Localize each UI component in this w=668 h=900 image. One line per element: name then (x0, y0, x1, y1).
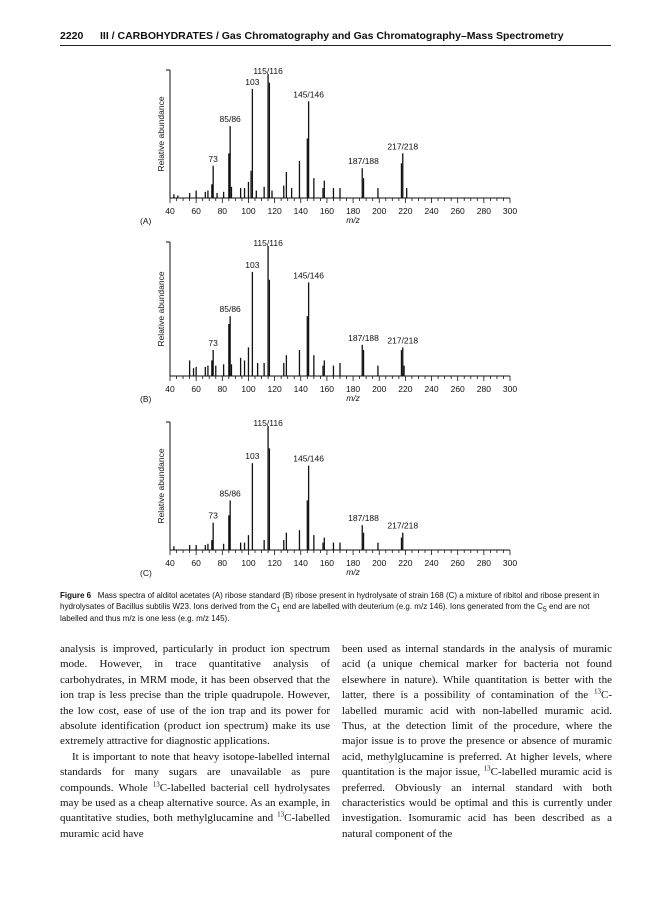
x-tick-label: 160 (319, 558, 335, 568)
mass-spectrum-panel-a (0, 60, 668, 232)
x-tick-label: 180 (345, 558, 361, 568)
text-run: been used as internal standards in the analysis of muramic acid (a unique chemical marker for bacteria not found elsewhere in nature). While quantitation is better with the latter, there is a possibility of contamination of the (342, 643, 612, 702)
x-tick-label: 280 (476, 384, 491, 394)
x-tick-label: 200 (372, 384, 387, 394)
peak-annotation: 217/218 (387, 520, 419, 531)
x-tick-label: 60 (191, 558, 201, 568)
peak-annotation: 115/116 (253, 418, 283, 428)
x-tick-label: 80 (217, 384, 228, 394)
x-tick-label: 200 (372, 206, 387, 216)
x-tick-label: 220 (398, 558, 413, 568)
peak-annotation: 187/188 (348, 332, 379, 343)
x-tick-label: 100 (241, 384, 256, 394)
panel-label: (B) (140, 394, 152, 404)
x-tick-label: 260 (450, 384, 465, 394)
x-tick-label: 120 (267, 206, 282, 216)
x-tick-label: 260 (450, 558, 465, 568)
body-paragraph (342, 642, 612, 842)
peak-annotation: 103 (245, 76, 260, 87)
mass-spectrum-panel-b (0, 232, 668, 410)
page-number: 2220 (60, 30, 84, 42)
peak-annotation: 145/146 (293, 89, 324, 100)
x-tick-label: 40 (165, 206, 175, 216)
x-tick-label: 220 (398, 384, 413, 394)
x-tick-label: 200 (372, 558, 387, 568)
x-tick-label: 160 (319, 384, 335, 394)
superscript: 13 (483, 764, 491, 773)
x-tick-label: 260 (450, 206, 465, 216)
text-run: C-labelled bacterial cell hydrolysates may be used as a cheap alternative source. As an example, in quantitative studies, both methylglucamine and (60, 781, 331, 825)
figure-label: Figure 6 (60, 591, 92, 600)
x-tick-label: 60 (191, 384, 201, 394)
x-axis-label: m/z (346, 393, 360, 403)
caption-text: end are labelled with deuterium (e.g. m/z 146). Ions generated from the C (280, 602, 543, 612)
panel-label: (A) (140, 216, 152, 226)
x-tick-label: 120 (267, 558, 282, 568)
header-rule (60, 45, 611, 46)
mass-spectrum-panel-c (0, 412, 668, 584)
running-title: III / CARBOHYDRATES / Gas Chromatography and Gas Chromatography–Mass Spectrometry (100, 30, 564, 42)
x-tick-label: 300 (502, 384, 518, 394)
peak-annotation: 85/86 (219, 304, 241, 315)
x-tick-label: 180 (345, 384, 361, 394)
x-tick-label: 120 (267, 384, 282, 394)
panel-label: (C) (140, 568, 152, 578)
body-column-left (60, 642, 330, 842)
caption-subscript: 5 (542, 606, 547, 614)
y-axis-label: Relative abundance (156, 448, 166, 524)
x-tick-label: 100 (241, 206, 256, 216)
x-tick-label: 300 (502, 558, 518, 568)
x-tick-label: 60 (191, 206, 201, 216)
text-run: C-labelled muramic acid have (60, 812, 330, 840)
peak-annotation: 187/188 (348, 156, 379, 167)
y-axis-label: Relative abundance (156, 96, 166, 172)
peak-annotation: 103 (245, 451, 260, 462)
x-tick-label: 40 (165, 384, 175, 394)
x-tick-label: 220 (398, 206, 413, 216)
text-run: It is important to note that heavy isotope-labelled internal standards for many sugars are unavailable as pure compounds. Whole (60, 750, 330, 794)
x-tick-label: 140 (293, 384, 308, 394)
x-tick-label: 280 (476, 558, 491, 568)
peak-annotation: 73 (208, 338, 218, 348)
body-paragraph (60, 750, 330, 842)
x-tick-label: 240 (424, 558, 439, 568)
peak-annotation: 217/218 (387, 335, 419, 346)
peak-annotation: 115/116 (253, 238, 283, 248)
x-tick-label: 240 (424, 384, 439, 394)
y-axis-label: Relative abundance (156, 271, 166, 347)
superscript: 13 (594, 687, 601, 696)
x-axis-label: m/z (346, 567, 360, 577)
caption-text: end are not labelled and thus m/z is one less (e.g. m/z 145). (60, 602, 590, 623)
x-tick-label: 80 (217, 206, 228, 216)
superscript: 13 (152, 780, 160, 788)
x-tick-label: 180 (345, 206, 361, 216)
peak-annotation: 85/86 (219, 114, 241, 125)
peak-annotation: 145/146 (293, 453, 324, 464)
peak-annotation: 103 (245, 260, 260, 270)
x-tick-label: 160 (319, 206, 335, 216)
x-tick-label: 300 (502, 206, 518, 216)
peak-annotation: 73 (208, 153, 218, 164)
caption-subscript: 1 (276, 606, 281, 614)
running-header (60, 28, 610, 46)
x-axis-label: m/z (346, 215, 360, 225)
peak-annotation: 187/188 (348, 513, 379, 524)
peak-annotation: 73 (208, 510, 218, 521)
x-tick-label: 140 (293, 206, 308, 216)
caption-text: Mass spectra of alditol acetates (A) ribose standard (B) ribose present in hydrolysate of strain 168 (C) a mixture of ribitol and ribose present in hydrolysates of Bacillus subtilis W23. Ions derived from the C (60, 591, 600, 612)
x-tick-label: 100 (241, 558, 256, 568)
peak-annotation: 85/86 (219, 488, 241, 499)
superscript: 13 (277, 810, 285, 819)
figure-caption (60, 590, 612, 624)
x-tick-label: 40 (165, 558, 175, 568)
x-tick-label: 80 (217, 558, 228, 568)
x-tick-label: 240 (424, 206, 439, 216)
text-run: C-labelled muramic acid with non-labelled muramic acid. Thus, at the detection limit of the procedure, where the major issue is to prove the presence or absence of muramic acid, methylglucamine is preferred. At higher levels, where quantitation is the major issue, (342, 689, 612, 779)
peak-annotation: 115/116 (253, 66, 283, 76)
x-tick-label: 140 (293, 558, 308, 568)
peak-annotation: 145/146 (293, 270, 324, 281)
text-run: C-labelled muramic acid is preferred. Obviously an internal standard with both characteristics would be optimal and this is currently under investigation. Isomuramic acid has been described as a natural component of the (342, 766, 612, 840)
body-paragraph: analysis is improved, particularly in product ion spectrum mode. However, in trace quantitative analysis of carbohydrates, in MRM mode, it has been observed that the ion trap is less precise than the triple quadrupole. However, the low cost, ease of use of the ion trap and its power for absolute identification (product ion spectrum) make its use extremely attractive for diagnostic applications. (60, 643, 330, 748)
x-tick-label: 280 (476, 206, 491, 216)
body-column-right (342, 642, 612, 842)
peak-annotation: 217/218 (387, 141, 419, 152)
